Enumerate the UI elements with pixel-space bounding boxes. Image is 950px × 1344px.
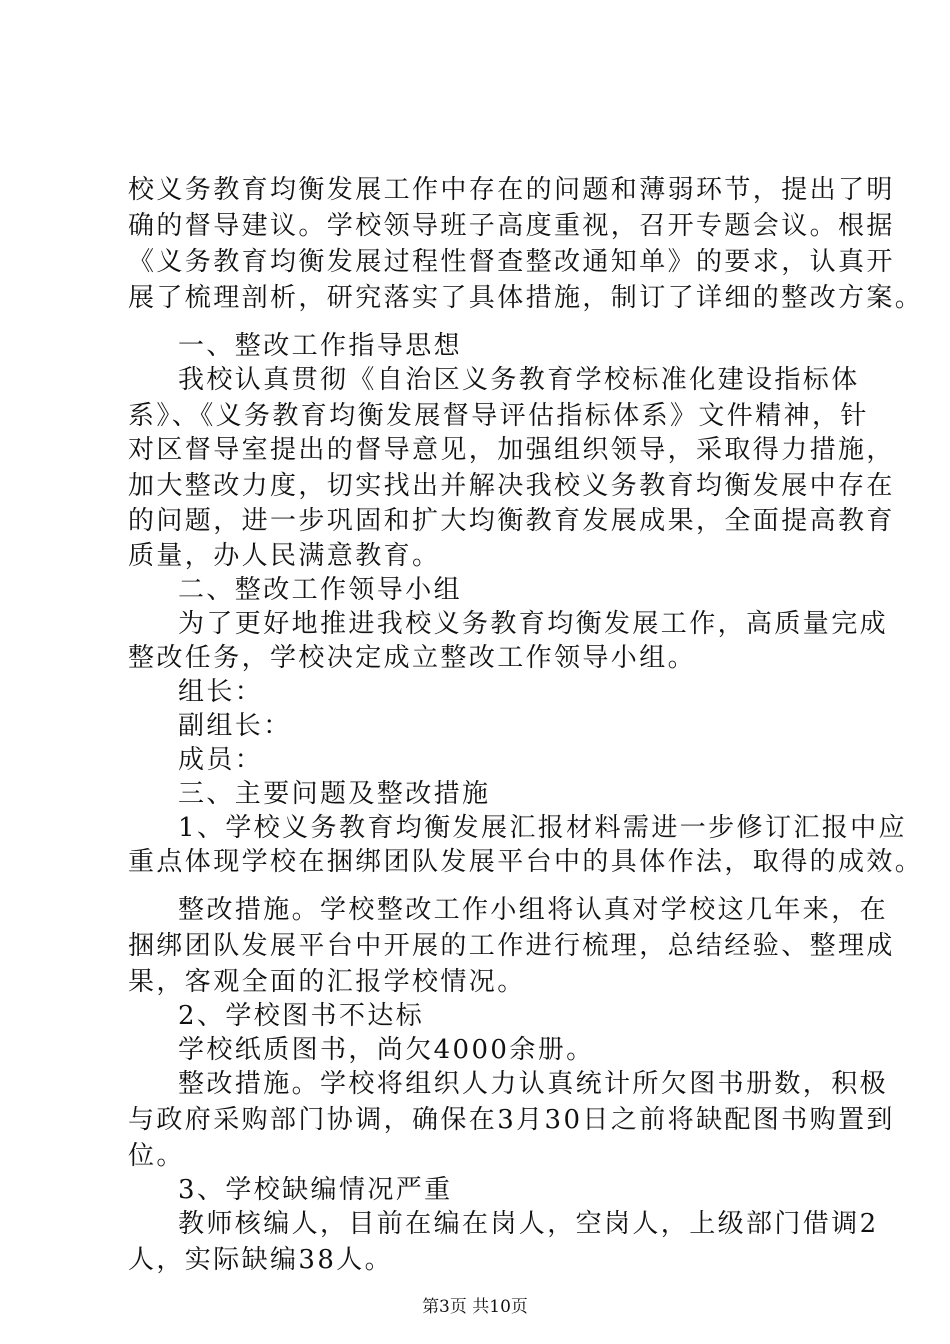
paragraph-line: 的问题，进一步巩固和扩大均衡教育发展成果，全面提高教育 [128, 506, 895, 536]
paragraph-line: 重点体现学校在捆绑团队发展平台中的具体作法，取得的成效。 [128, 847, 924, 877]
paragraph-line: 整改任务，学校决定成立整改工作领导小组。 [128, 643, 697, 673]
paragraph-line: 展了梳理剖析，研究落实了具体措施，制订了详细的整改方案。 [128, 283, 924, 313]
paragraph-line: 2、学校图书不达标 [178, 1001, 425, 1031]
paragraph-line: 捆绑团队发展平台中开展的工作进行梳理，总结经验、整理成 [128, 931, 895, 961]
paragraph-line: 质量，办人民满意教育。 [128, 541, 441, 571]
paragraph-line: 校义务教育均衡发展工作中存在的问题和薄弱环节，提出了明 [128, 175, 895, 205]
paragraph-line: 《义务教育均衡发展过程性督查整改通知单》的要求，认真开 [128, 247, 895, 277]
paragraph-line: 整改措施。学校整改工作小组将认真对学校这几年来，在 [178, 895, 889, 925]
paragraph-line: 系》、《义务教育均衡发展督导评估指标体系》文件精神，针 [128, 401, 869, 431]
paragraph-line: 人，实际缺编38人。 [128, 1245, 394, 1275]
section-heading: 二、整改工作领导小组 [178, 575, 463, 605]
paragraph-line: 果，客观全面的汇报学校情况。 [128, 967, 526, 997]
paragraph-line: 教师核编人，目前在编在岗人，空岗人，上级部门借调2 [178, 1209, 879, 1239]
paragraph-line: 整改措施。学校将组织人力认真统计所欠图书册数，积极 [178, 1069, 889, 1099]
team-leader-line: 组长： [178, 677, 264, 707]
paragraph-line: 对区督导室提出的督导意见，加强组织领导，采取得力措施， [128, 435, 895, 465]
paragraph-line: 位。 [128, 1141, 185, 1171]
paragraph-line: 1、学校义务教育均衡发展汇报材料需进一步修订汇报中应 [178, 813, 907, 843]
members-line: 成员： [178, 745, 264, 775]
paragraph-line: 加大整改力度，切实找出并解决我校义务教育均衡发展中存在 [128, 471, 895, 501]
paragraph-line: 确的督导建议。学校领导班子高度重视，召开专题会议。根据 [128, 211, 895, 241]
paragraph-line: 3、学校缺编情况严重 [178, 1175, 453, 1205]
paragraph-line: 我校认真贯彻《自治区义务教育学校标准化建设指标体 [178, 365, 860, 395]
paragraph-line: 与政府采购部门协调，确保在3月30日之前将缺配图书购置到 [128, 1105, 895, 1135]
page-number-footer: 第3页 共10页 [422, 1297, 528, 1317]
deputy-leader-line: 副组长： [178, 711, 292, 741]
section-heading: 三、主要问题及整改措施 [178, 779, 491, 809]
paragraph-line: 为了更好地推进我校义务教育均衡发展工作，高质量完成 [178, 609, 889, 639]
section-heading: 一、整改工作指导思想 [178, 331, 463, 361]
paragraph-line: 学校纸质图书，尚欠4000余册。 [178, 1035, 595, 1065]
